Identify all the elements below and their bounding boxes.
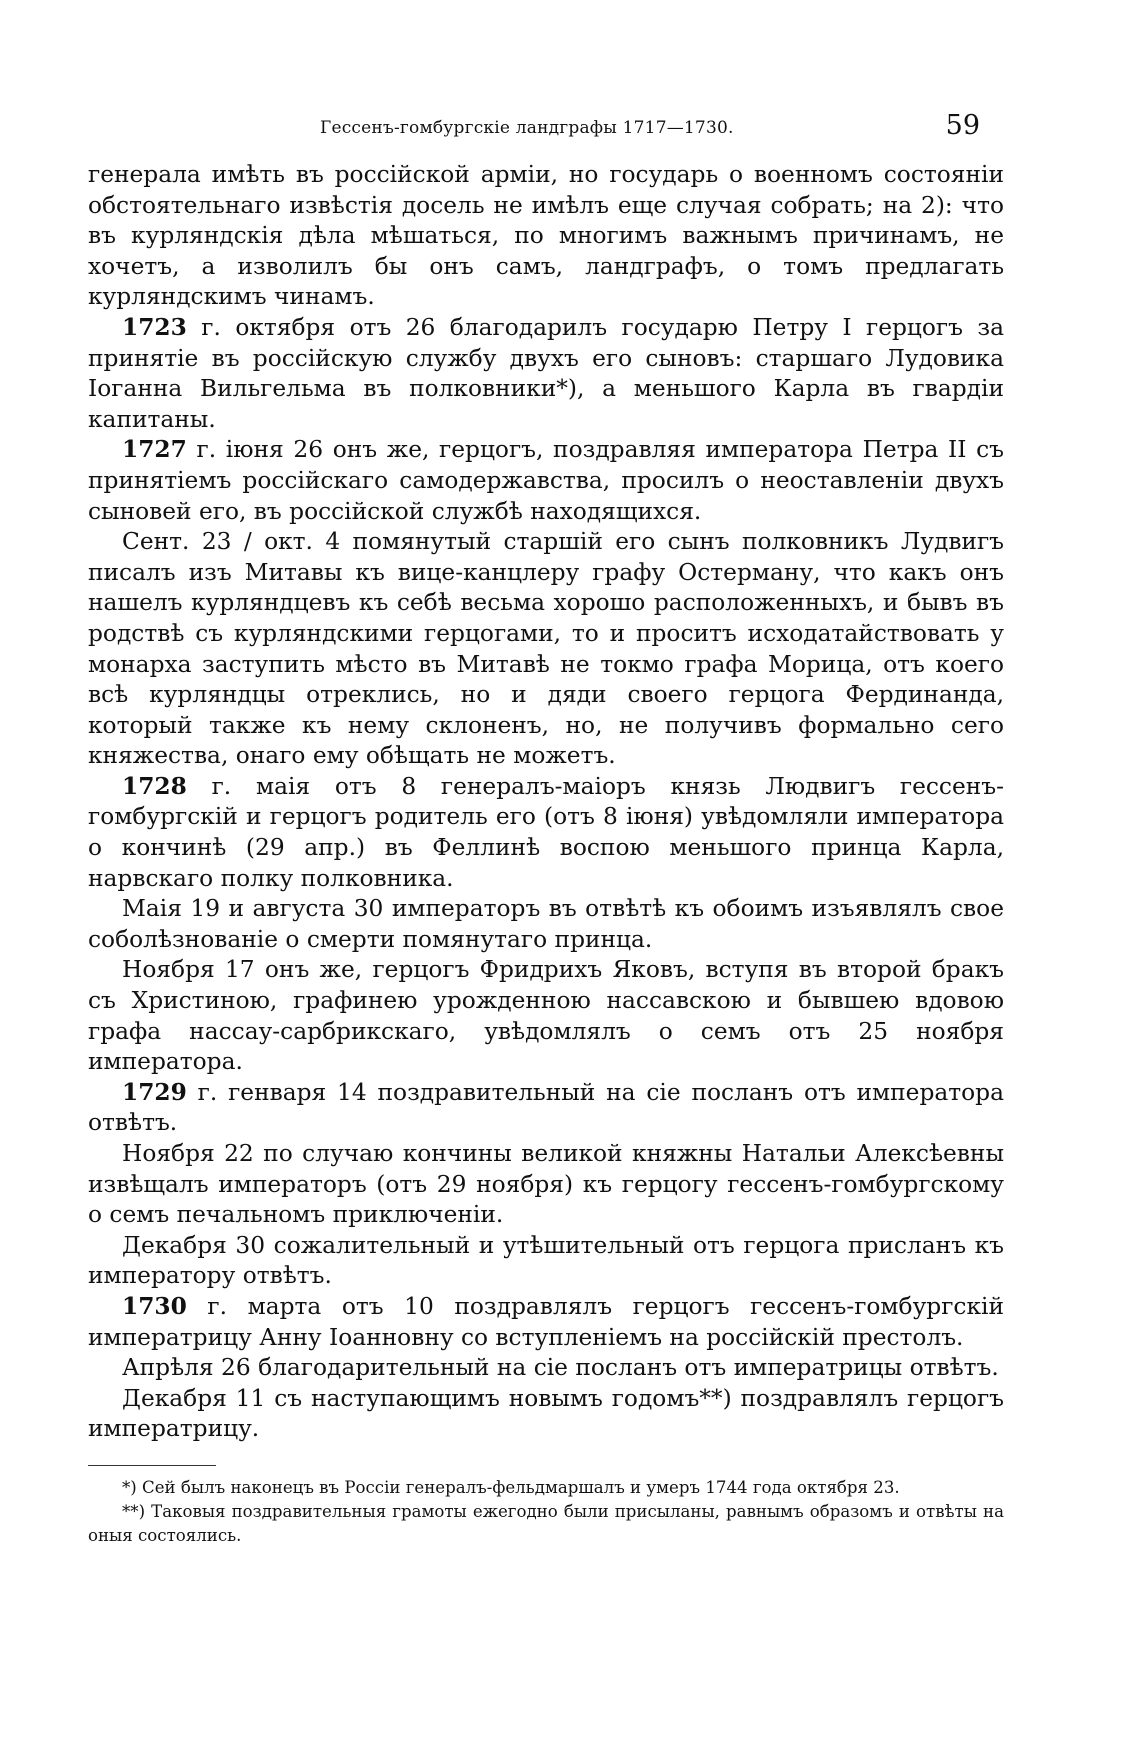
- paragraph: Сент. 23 / окт. 4 помянутый старшій его сынъ полковникъ Лудвигъ писалъ изъ Митавы къ вице-канцлеру графу Остерману, что какъ онъ нашелъ курляндцевъ къ себѣ весьма хорошо расположенныхъ, и бывъ въ родствѣ съ курляндскими герцогами, то и проситъ исходатайствовать у монарха заступить мѣсто въ Митавѣ не токмо графа Морица, отъ коего всѣ курляндцы отреклись, но и дяди своего герцога Фердинанда, который также къ нему склоненъ, но, не получивъ формально сего княжества, онаго ему обѣщать не можетъ.: [88, 528, 1004, 770]
- paragraph: Декабря 30 сожалительный и утѣшительный отъ герцога присланъ къ императору отвѣтъ.: [88, 1231, 1004, 1290]
- footnote-divider: [88, 1465, 216, 1466]
- year-label: 1729: [122, 1078, 187, 1106]
- paragraph: 1727 г. іюня 26 онъ же, герцогъ, поздравляя императора Петра II съ принятіемъ россійскаго самодержавства, просилъ о неоставленіи двухъ сыновей его, въ россійской службѣ находящихся.: [88, 436, 1004, 525]
- footnote: *) Сей былъ наконецъ въ Россіи генералъ-фельдмаршалъ и умеръ 1744 года октября 23.: [122, 1477, 900, 1497]
- paragraph: Ноября 22 по случаю кончины великой княжны Натальи Алексѣевны извѣщалъ императоръ (отъ 29 ноября) къ герцогу гессенъ-гомбургскому о семъ печальномъ приключеніи.: [88, 1140, 1004, 1229]
- running-head: Гессенъ-гомбургскіе ландграфы 1717—1730.: [320, 118, 734, 138]
- paragraph: 1723 г. октября отъ 26 благодарилъ государю Петру I герцогъ за принятіе въ россійскую службу двухъ его сыновъ: старшаго Лудовика Іоганна Вильгельма въ полковники*), а меньшого Карла въ гвардіи капитаны.: [88, 313, 1004, 433]
- book-page: [88, 110, 1004, 1548]
- footnotes: [88, 1476, 1004, 1548]
- paragraph: Апрѣля 26 благодарительный на сіе посланъ отъ императрицы отвѣтъ.: [122, 1354, 999, 1382]
- paragraph: Декабря 11 съ наступающимъ новымъ годомъ**) поздравлялъ герцогъ императрицу.: [88, 1384, 1004, 1443]
- page-number: 59: [945, 110, 980, 141]
- paragraph: 1728 г. маія отъ 8 генералъ-маіоръ князь Людвигъ гессенъ-гомбургскій и герцогъ родитель его (отъ 8 іюня) увѣдомляли императора о кончинѣ (29 апр.) въ Феллинѣ воспою меньшого принца Карла, нарвскаго полку полковника.: [88, 772, 1004, 892]
- year-label: 1723: [122, 313, 187, 341]
- year-label: 1730: [122, 1292, 187, 1320]
- paragraph: Ноября 17 онъ же, герцогъ Фридрихъ Яковъ, вступя въ второй бракъ съ Христиною, графинею урожденною нассавскою и бывшею вдовою графа нассау-сарбрикскаго, увѣдомлялъ о семъ отъ 25 ноября императора.: [88, 956, 1004, 1076]
- year-label: 1727: [122, 436, 187, 464]
- footnote: **) Таковыя поздравительныя грамоты ежегодно были присыланы, равнымъ образомъ и отвѣты на оныя состоялись.: [88, 1501, 1004, 1545]
- paragraph: Маія 19 и августа 30 императоръ въ отвѣтѣ къ обоимъ изъявлялъ свое соболѣзнованіе о смерти помянутаго принца.: [88, 895, 1004, 953]
- year-label: 1728: [122, 772, 187, 800]
- paragraph: 1730 г. марта отъ 10 поздравлялъ герцогъ гессенъ-гомбургскій императрицу Анну Іоанновну со вступленіемъ на россійскій престолъ.: [88, 1292, 1004, 1351]
- paragraph: генерала имѣть въ россійской арміи, но государь о военномъ состояніи обстоятельнаго извѣстія досель не имѣлъ еще случая собрать; на 2): что въ курляндскія дѣла мѣшаться, по многимъ важнымъ причинамъ, не хочетъ, а изволилъ бы онъ самъ, ландграфъ, о томъ предлагать курляндскимъ чинамъ.: [88, 161, 1004, 311]
- page-header: [88, 110, 1004, 160]
- main-text: [88, 160, 1004, 1445]
- paragraph: 1729 г. генваря 14 поздравительный на сіе посланъ отъ императора отвѣтъ.: [88, 1078, 1004, 1137]
